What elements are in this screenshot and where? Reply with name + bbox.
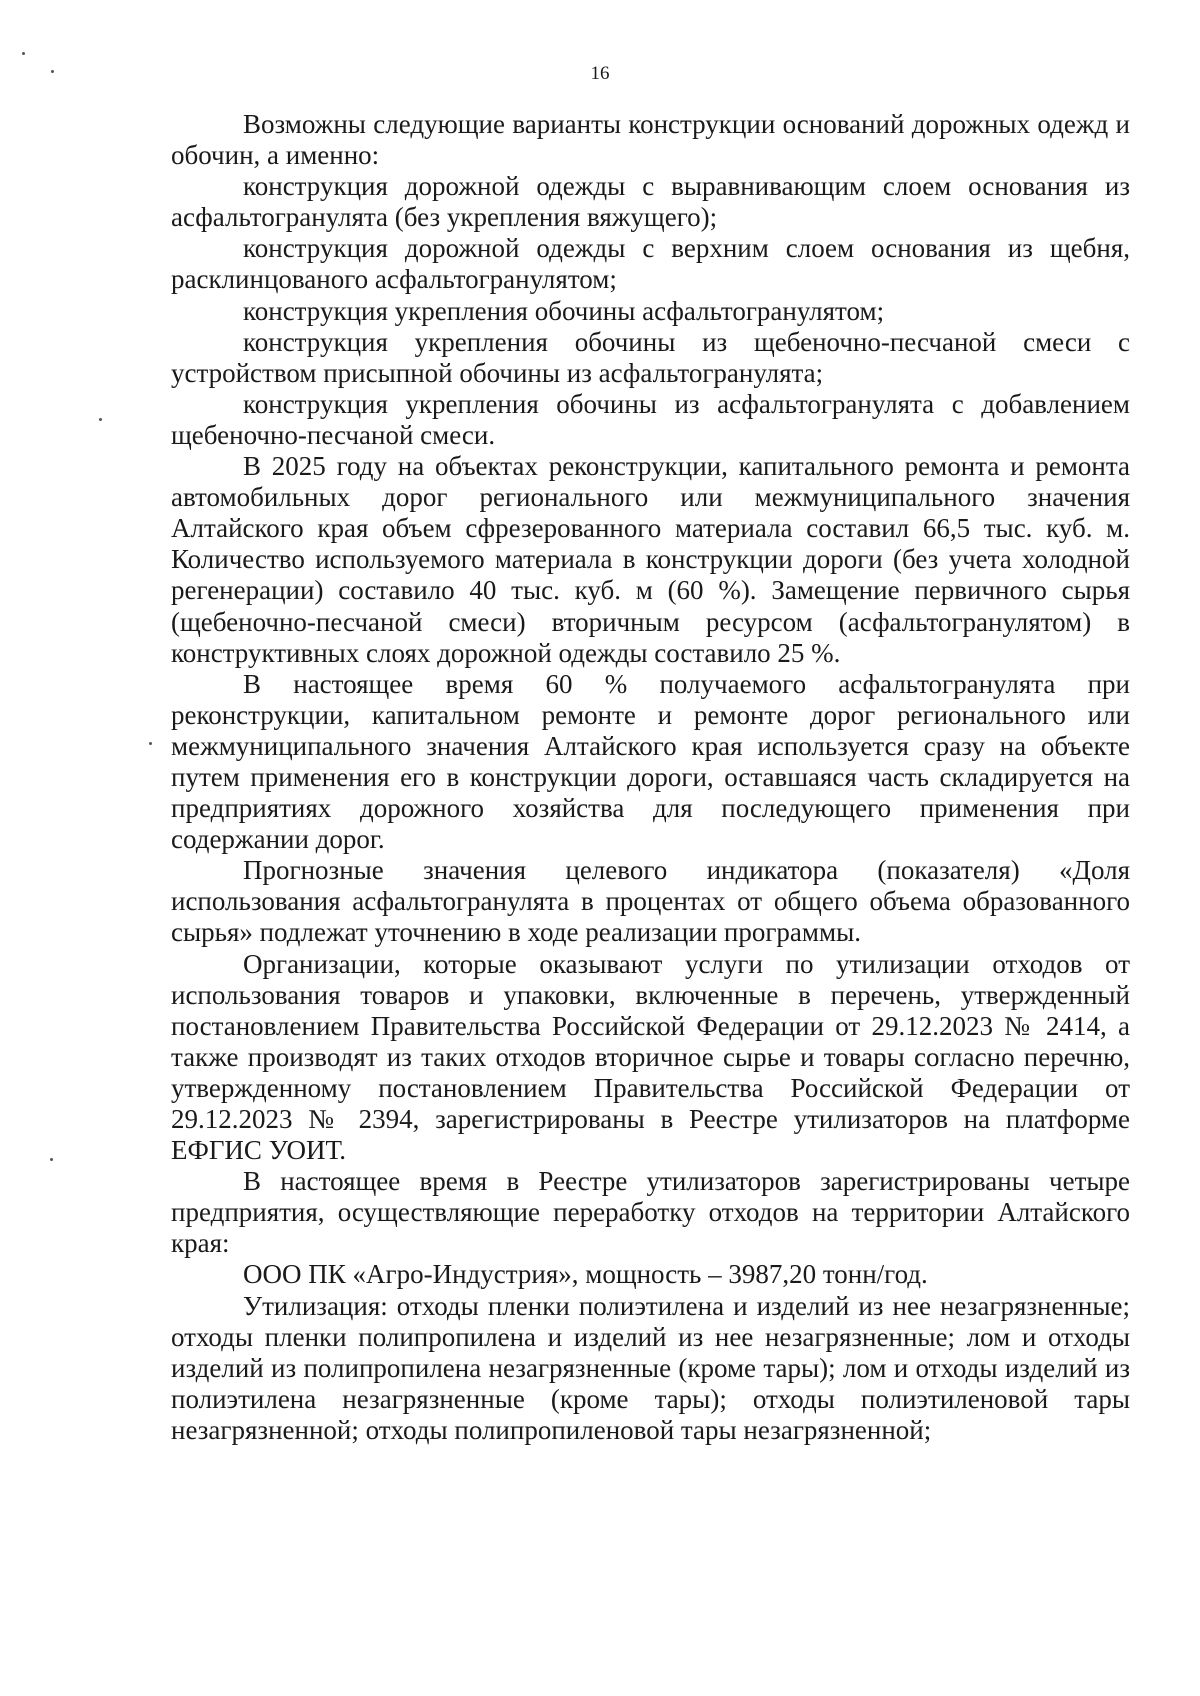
paragraph-intro: Возможны следующие варианты конструкции оснований дорожных одежд и обочин, а именно: — [171, 109, 1130, 171]
paragraph-organizations: Организации, которые оказывают услуги по утилизации отходов от использования товаров и упаковки, включенные в перечень, утвержденный постановлением Правительства Российской Федерации от 29.12.2023 № 2414, а также производят из таких отходов вторичное сырье и товары согласно перечню, утвержденному постановлением Правительства Российской Федерации от 29.12.2023 № 2394, зарегистрированы в Реестре утилизаторов на платформе ЕФГИС УОИТ. — [171, 948, 1130, 1166]
paragraph-variant-shoulder-mix: конструкция укрепления обочины из асфальтогранулята с добавлением щебеночно-песчаной смеси. — [171, 388, 1130, 450]
paragraph-variant-leveling-layer: конструкция дорожной одежды с выравнивающим слоем основания из асфальтогранулята (без укрепления вяжущего); — [171, 171, 1130, 233]
page-number: 16 — [590, 63, 610, 84]
paragraph-utilization-list: Утилизация: отходы пленки полиэтилена и изделий из нее незагрязненные; отходы пленки полипропилена и изделий из нее незагрязненные; лом и отходы изделий из полипропилена незагрязненные (кроме тары); лом и отходы изделий из полиэтилена незагрязненные (кроме тары); отходы полиэтиленовой тары незагрязненной; отходы полипропиленовой тары незагрязненной; — [171, 1290, 1130, 1445]
paragraph-company-agro-industria: ООО ПК «Агро-Индустрия», мощность – 3987,20 тонн/год. — [243, 1259, 928, 1290]
paragraph-current-usage: В настоящее время 60 % получаемого асфальтогранулята при реконструкции, капитальном ремонте и ремонте дорог регионального или межмуниципального значения Алтайского края используется сразу на объекте путем применения его в конструкции дороги, оставшаяся часть складируется на предприятиях дорожного хозяйства для последующего применения при содержании дорог. — [171, 668, 1130, 855]
paragraph-registry: В настоящее время в Реестре утилизаторов зарегистрированы четыре предприятия, осуществляющие переработку отходов на территории Алтайского края: — [171, 1166, 1130, 1259]
paragraph-2025-volumes: В 2025 году на объектах реконструкции, капитального ремонта и ремонта автомобильных дорог регионального или межмуниципального значения Алтайского края объем сфрезерованного материала составил 66,5 тыс. куб. м. Количество используемого материала в конструкции дороги (без учета холодной регенерации) составило 40 тыс. куб. м (60 %). Замещение первичного сырья (щебеночно-песчаной смеси) вторичным ресурсом (асфальтогранулятом) в конструктивных слоях дорожной одежды составило 25 %. — [171, 451, 1130, 668]
scan-speck — [50, 1158, 53, 1161]
scan-speck — [99, 418, 102, 421]
scan-speck — [22, 52, 25, 55]
paragraph-forecast-indicator: Прогнозные значения целевого индикатора (показателя) «Доля использования асфальтогранулята в процентах от общего объема образованного сырья» подлежат уточнению в ходе реализации программы. — [171, 855, 1130, 948]
paragraph-variant-shoulder-gravel: конструкция укрепления обочины из щебеночно-песчаной смеси с устройством присыпной обочины из асфальтогранулята; — [171, 326, 1130, 388]
scan-speck — [149, 742, 152, 745]
document-body — [171, 109, 1130, 1446]
paragraph-variant-top-layer: конструкция дорожной одежды с верхним слоем основания из щебня, расклинцованого асфальтогранулятом; — [171, 233, 1130, 295]
paragraph-variant-shoulder: конструкция укрепления обочины асфальтогранулятом; — [243, 295, 885, 326]
scan-speck — [51, 70, 54, 73]
